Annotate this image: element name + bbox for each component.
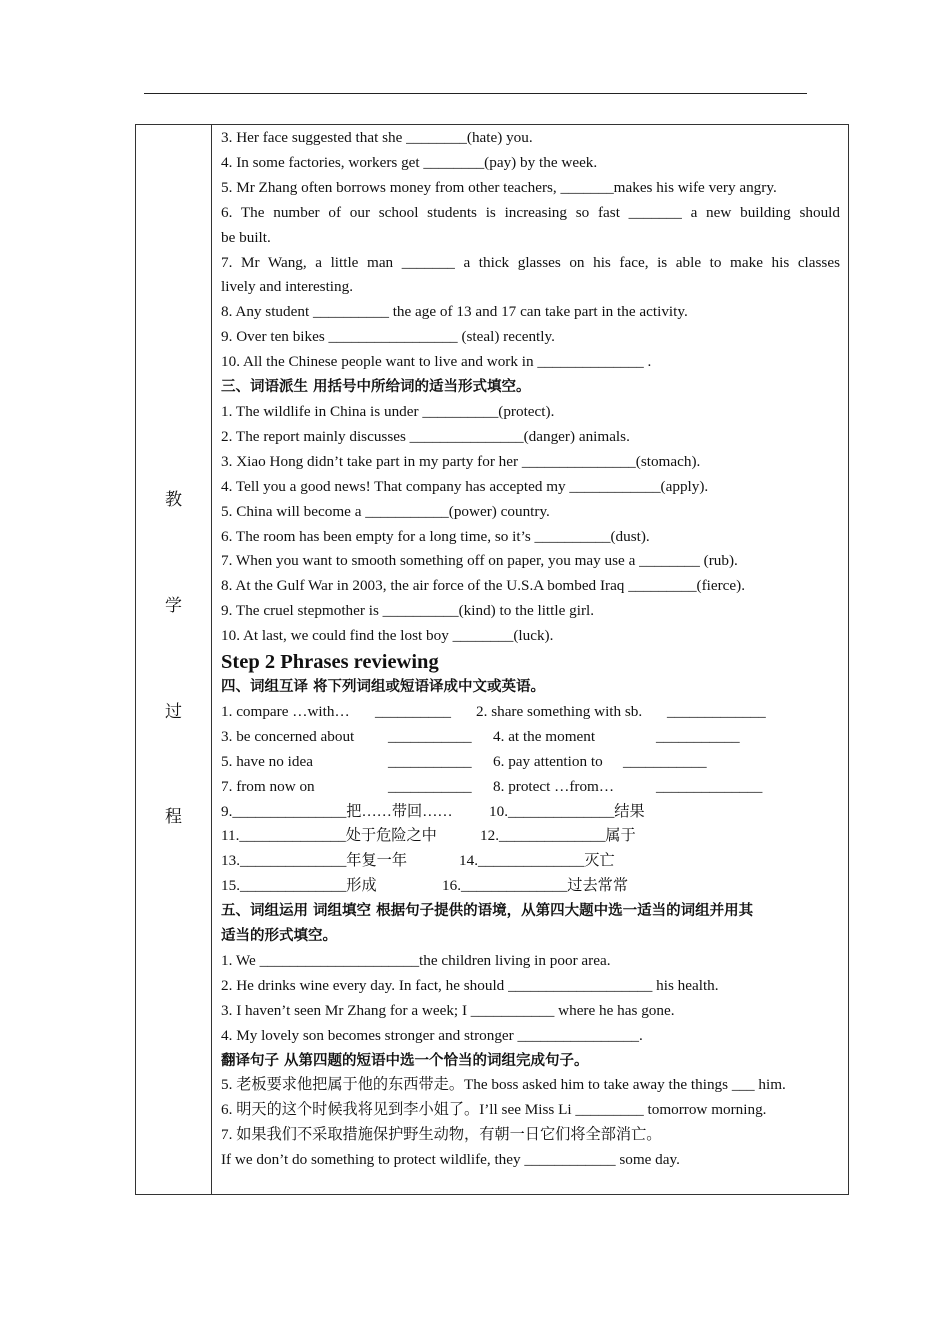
side-label-char: 程 bbox=[165, 807, 182, 826]
answer-blank: ___________ bbox=[623, 752, 707, 770]
answer-blank: ______________ bbox=[656, 777, 763, 795]
section-heading: 三、词语派生 用括号中所给词的适当形式填空。 bbox=[221, 379, 531, 396]
phrase-cell: 13.______________年复一年 bbox=[221, 852, 408, 870]
answer-blank: _____________ bbox=[667, 702, 766, 720]
answer-blank: __________ bbox=[375, 702, 451, 720]
exercise-item: 9. Over ten bikes _________________ (steal) recently. bbox=[221, 328, 555, 346]
header-rule bbox=[144, 93, 807, 94]
exercise-item: 7. Mr Wang, a little man _______ a thick glasses on his face, is able to make his classes bbox=[221, 253, 840, 271]
phrase-row bbox=[221, 800, 840, 825]
exercise-item-continued: lively and interesting. bbox=[221, 278, 354, 296]
content-column bbox=[221, 125, 840, 1173]
side-label-char: 过 bbox=[165, 702, 182, 721]
exercise-item: 2. The report mainly discusses _______________(danger) animals. bbox=[221, 427, 630, 445]
answer-blank: ___________ bbox=[388, 777, 472, 795]
side-label-char: 学 bbox=[165, 596, 182, 615]
side-label-char: 教 bbox=[165, 490, 182, 509]
answer-blank: ___________ bbox=[388, 752, 472, 770]
phrase-cell: 4. at the moment bbox=[493, 727, 596, 745]
phrase-cell: 3. be concerned about bbox=[221, 727, 355, 745]
phrase-cell: 6. pay attention to bbox=[493, 752, 603, 770]
exercise-item: 1. The wildlife in China is under __________(protect). bbox=[221, 402, 555, 420]
exercise-item: 4. In some factories, workers get ________(pay) by the week. bbox=[221, 153, 598, 171]
phrase-row bbox=[221, 824, 840, 849]
exercise-item: 1. We _____________________the children living in poor area. bbox=[221, 951, 611, 969]
exercise-item: 4. Tell you a good news! That company has accepted my ____________(apply). bbox=[221, 477, 709, 495]
exercise-item: 10. All the Chinese people want to live and work in ______________ . bbox=[221, 353, 652, 371]
phrase-cell: 7. from now on bbox=[221, 777, 315, 795]
phrase-cell: 12.______________属于 bbox=[480, 827, 636, 845]
translation-item: 7. 如果我们不采取措施保护野生动物，有朝一日它们将全部消亡。 bbox=[221, 1126, 662, 1144]
exercise-item: 2. He drinks wine every day. In fact, he should ___________________ his health. bbox=[221, 976, 719, 994]
phrase-cell: 16.______________过去常常 bbox=[442, 877, 629, 895]
phrase-row bbox=[221, 874, 840, 899]
phrase-row bbox=[221, 750, 840, 775]
phrase-cell: 5. have no idea bbox=[221, 752, 313, 770]
exercise-item-continued: be built. bbox=[221, 228, 271, 246]
phrase-row bbox=[221, 700, 840, 725]
exercise-item: 5. China will become a ___________(power) country. bbox=[221, 502, 550, 520]
phrase-row bbox=[221, 849, 840, 874]
section-heading: 翻译句子 从第四题的短语中选一个恰当的词组完成句子。 bbox=[221, 1052, 589, 1069]
phrase-cell: 11.______________处于危险之中 bbox=[221, 827, 437, 845]
phrase-cell: 14.______________灭亡 bbox=[459, 852, 615, 870]
section-heading: 四、词组互译 将下列词组或短语译成中文或英语。 bbox=[221, 679, 546, 696]
phrase-cell: 2. share something with sb. bbox=[476, 702, 643, 720]
phrase-cell: 1. compare …with… bbox=[221, 702, 350, 720]
left-column bbox=[136, 125, 212, 1194]
phrase-cell: 15.______________形成 bbox=[221, 877, 377, 895]
phrase-cell: 9._______________把……带回…… bbox=[221, 802, 453, 820]
section-heading-continued: 适当的形式填空。 bbox=[221, 927, 337, 944]
translation-item: If we don’t do something to protect wildlife, they ____________ some day. bbox=[221, 1151, 680, 1169]
phrase-cell: 8. protect …from… bbox=[493, 777, 615, 795]
section-heading: 五、词组运用 词组填空 根据句子提供的语境，从第四大题中选一适当的词组并用其 bbox=[221, 903, 754, 920]
exercise-item: 6. The room has been empty for a long time, so it’s __________(dust). bbox=[221, 527, 650, 545]
answer-blank: ___________ bbox=[656, 727, 740, 745]
exercise-item: 8. At the Gulf War in 2003, the air force of the U.S.A bombed Iraq _________(fierce). bbox=[221, 577, 746, 595]
exercise-item: 3. Xiao Hong didn’t take part in my party for her _______________(stomach). bbox=[221, 452, 701, 470]
phrase-row bbox=[221, 775, 840, 800]
exercise-item: 7. When you want to smooth something off on paper, you may use a ________ (rub). bbox=[221, 552, 738, 570]
exercise-item: 5. Mr Zhang often borrows money from other teachers, _______makes his wife very angry. bbox=[221, 178, 777, 196]
exercise-item: 6. The number of our school students is increasing so fast _______ a new building should bbox=[221, 203, 840, 221]
phrase-row bbox=[221, 725, 840, 750]
exercise-item: 9. The cruel stepmother is __________(kind) to the little girl. bbox=[221, 602, 595, 620]
translation-item: 5. 老板要求他把属于他的东西带走。The boss asked him to take away the things ___ him. bbox=[221, 1076, 786, 1094]
step-heading: Step 2 Phrases reviewing bbox=[221, 651, 439, 674]
exercise-item: 10. At last, we could find the lost boy ________(luck). bbox=[221, 627, 554, 645]
exercise-item: 8. Any student __________ the age of 13 and 17 can take part in the activity. bbox=[221, 303, 688, 321]
exercise-item: 3. Her face suggested that she ________(hate) you. bbox=[221, 129, 533, 146]
exercise-item: 3. I haven’t seen Mr Zhang for a week; I ___________ where he has gone. bbox=[221, 1001, 675, 1019]
translation-item: 6. 明天的这个时候我将见到李小姐了。I’ll see Miss Li _________ tomorrow morning. bbox=[221, 1101, 767, 1119]
phrase-cell: 10.______________结果 bbox=[489, 802, 645, 820]
answer-blank: ___________ bbox=[388, 727, 472, 745]
exercise-item: 4. My lovely son becomes stronger and stronger ________________. bbox=[221, 1026, 643, 1044]
lesson-table bbox=[135, 124, 849, 1195]
